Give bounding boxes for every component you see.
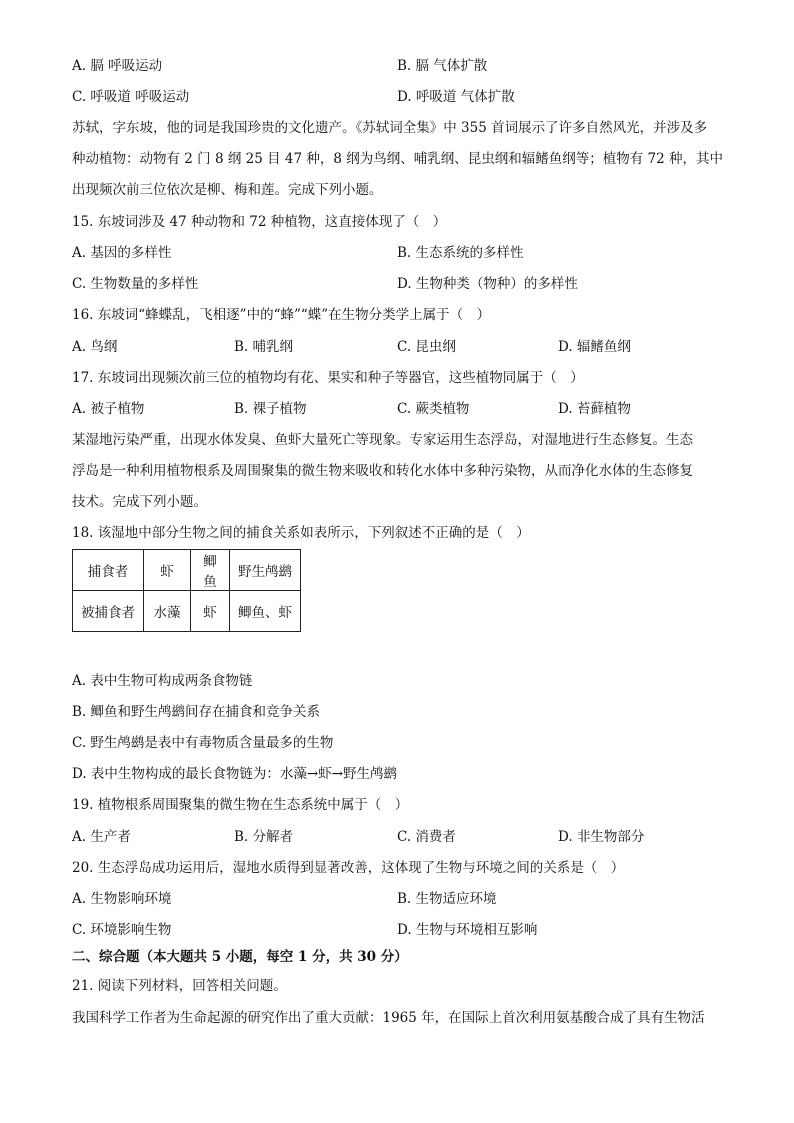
q20-option-c: C. 环境影响生物 [72, 922, 172, 938]
q15-stem: 15. 东坡词涉及 47 种动物和 72 种植物，这直接体现了（ ） [72, 214, 447, 230]
table-cell: 水藻 [144, 591, 191, 632]
q17-option-d: D. 苔藓植物 [558, 401, 631, 417]
table-cell: 野生鸬鹚 [230, 550, 301, 591]
table-cell: 鲫鱼 [191, 550, 230, 591]
table-cell: 虾 [144, 550, 191, 591]
q14-option-a: A. 膈 呼吸运动 [72, 58, 163, 74]
q17-option-b: B. 裸子植物 [234, 401, 307, 417]
material1-line1: 苏轼，字东坡，他的词是我国珍贵的文化遗产。《苏轼词全集》中 355 首词展示了许多自然风光，并涉及多 [72, 120, 708, 136]
q19-stem: 19. 植物根系周围聚集的微生物在生态系统中属于（ ） [72, 797, 409, 813]
q18-stem: 18. 该湿地中部分生物之间的捕食关系如表所示，下列叙述不正确的是（ ） [72, 525, 530, 541]
q17-option-a: A. 被子植物 [72, 401, 145, 417]
q20-stem: 20. 生态浮岛成功运用后，湿地水质得到显著改善，这体现了生物与环境之间的关系是（ ） [72, 860, 625, 876]
material2-line3: 技术。完成下列小题。 [72, 494, 207, 510]
section-heading: 二、综合题（本大题共 5 小题，每空 1 分，共 30 分） [72, 949, 408, 965]
q15-option-a: A. 基因的多样性 [72, 245, 172, 261]
table-cell: 鲫鱼、虾 [230, 591, 301, 632]
q19-option-d: D. 非生物部分 [558, 829, 645, 845]
q21-material-line1: 我国科学工作者为生命起源的研究作出了重大贡献：1965 年，在国际上首次利用氨基酸合成了具有生物活 [72, 1010, 705, 1026]
q18-option-d: D. 表中生物构成的最长食物链为：水藻→虾→野生鸬鹚 [72, 766, 398, 782]
q15-option-b: B. 生态系统的多样性 [397, 245, 524, 261]
q17-stem: 17. 东坡词出现频次前三位的植物均有花、果实和种子等器官，这些植物同属于（ ） [72, 370, 584, 386]
material2-line1: 某湿地污染严重，出现水体发臭、鱼虾大量死亡等现象。专家运用生态浮岛，对湿地进行生态修复。生态 [72, 432, 693, 448]
q14-option-b: B. 膈 气体扩散 [397, 58, 488, 74]
q18-option-b: B. 鲫鱼和野生鸬鹚间存在捕食和竞争关系 [72, 704, 321, 720]
q16-option-b: B. 哺乳纲 [234, 339, 294, 355]
predation-table [72, 549, 301, 632]
q16-stem: 16. 东坡词“蜂蝶乱，飞相逐”中的“蜂”“蝶”在生物分类学上属于（ ） [72, 307, 491, 323]
q18-option-a: A. 表中生物可构成两条食物链 [72, 673, 253, 689]
q20-option-d: D. 生物与环境相互影响 [397, 922, 538, 938]
q19-option-b: B. 分解者 [234, 829, 294, 845]
q14-option-c: C. 呼吸道 呼吸运动 [72, 89, 190, 105]
table-row-predator [73, 550, 301, 591]
q20-option-b: B. 生物适应环境 [397, 891, 497, 907]
material1-line2: 种动植物：动物有 2 门 8 纲 25 目 47 种，8 纲为鸟纲、哺乳纲、昆虫纲和辐鳍鱼纲等；植物有 72 种，其中 [72, 151, 724, 167]
q19-option-a: A. 生产者 [72, 829, 131, 845]
q16-option-a: A. 鸟纲 [72, 339, 118, 355]
q15-option-c: C. 生物数量的多样性 [72, 276, 199, 292]
material2-line2: 浮岛是一种利用植物根系及周围聚集的微生物来吸收和转化水体中多种污染物，从而净化水体的生态修复 [72, 463, 693, 479]
material1-line3: 出现频次前三位依次是柳、梅和莲。完成下列小题。 [72, 182, 383, 198]
q17-option-c: C. 蕨类植物 [397, 401, 470, 417]
table-cell: 捕食者 [73, 550, 144, 591]
q19-option-c: C. 消费者 [397, 829, 456, 845]
q18-option-c: C. 野生鸬鹚是表中有毒物质含量最多的生物 [72, 735, 334, 751]
table-cell: 虾 [191, 591, 230, 632]
q20-option-a: A. 生物影响环境 [72, 891, 172, 907]
q15-option-d: D. 生物种类（物种）的多样性 [397, 276, 578, 292]
q21-stem: 21. 阅读下列材料，回答相关问题。 [72, 978, 287, 994]
q16-option-d: D. 辐鳍鱼纲 [558, 339, 631, 355]
q16-option-c: C. 昆虫纲 [397, 339, 456, 355]
table-cell: 被捕食者 [73, 591, 144, 632]
q14-option-d: D. 呼吸道 气体扩散 [397, 89, 515, 105]
table-row-prey [73, 591, 301, 632]
